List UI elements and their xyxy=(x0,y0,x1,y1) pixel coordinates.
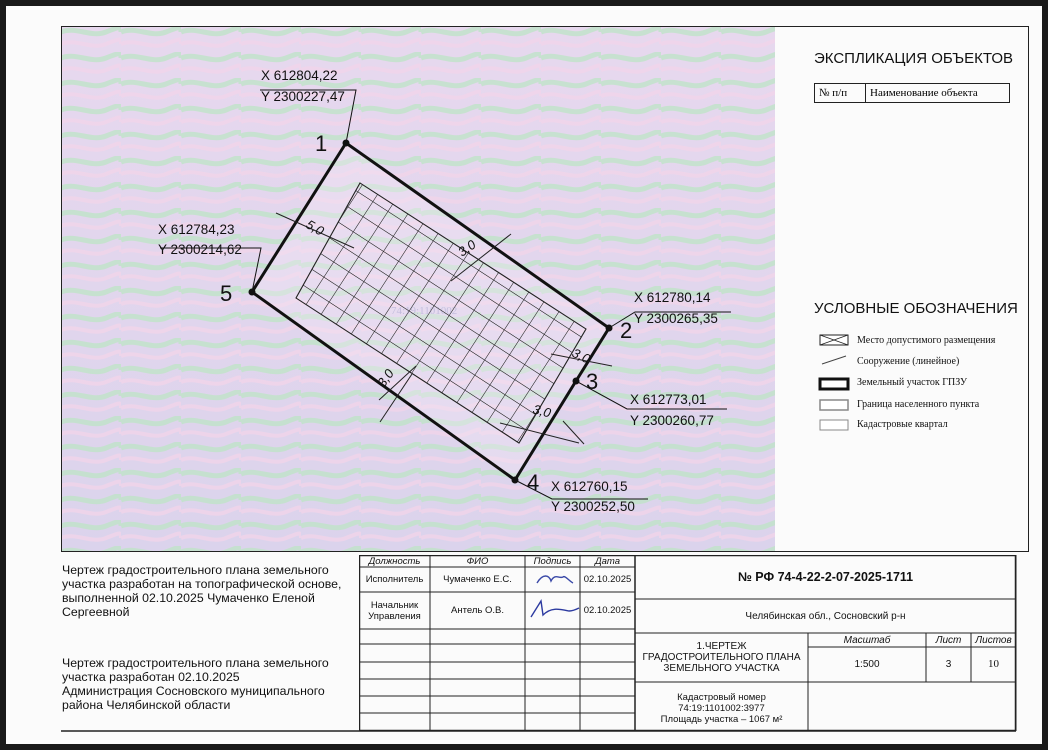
sheet-value: 3 xyxy=(945,659,952,670)
sheet-title: 1.ЧЕРТЕЖ ГРАДОСТРОИТЕЛЬНОГО ПЛАНА ЗЕМЕЛЬНОГО УЧАСТКА xyxy=(642,641,801,674)
row-head-position: Начальник Управления xyxy=(368,599,421,622)
legend-title: УСЛОВНЫЕ ОБОЗНАЧЕНИЯ xyxy=(814,300,1018,317)
header-name: ФИО xyxy=(466,555,489,567)
cadastral-info: Кадастровый номер 74:19:1101002:3977 Площадь участка – 1067 м² xyxy=(660,692,783,725)
point-3-x: X 612773,01 xyxy=(630,392,707,407)
point-number-2: 2 xyxy=(620,318,633,343)
explication-table xyxy=(814,83,1010,103)
legend-item-cadastral-quarter: Кадастровые квартал xyxy=(857,419,948,430)
document-number: № РФ 74-4-22-2-07-2025-1711 xyxy=(737,569,914,584)
point-number-3: 3 xyxy=(586,369,599,394)
scale-label: Масштаб xyxy=(843,634,891,646)
point-1-y: Y 2300227,47 xyxy=(261,89,345,104)
point-number-5: 5 xyxy=(220,281,233,306)
location: Челябинская обл., Сосновский р-н xyxy=(745,610,906,622)
offset-label-2: 3,0 xyxy=(455,236,479,260)
header-signature: Подпись xyxy=(533,555,572,567)
header-position: Должность xyxy=(368,555,421,567)
point-4-x: X 612760,15 xyxy=(551,479,628,494)
signature-head xyxy=(531,601,579,617)
row-executor-position: Исполнитель xyxy=(365,574,424,585)
header-date: Дата xyxy=(594,555,621,567)
sheets-value: 10 xyxy=(988,658,999,670)
point-1-x: X 612804,22 xyxy=(261,68,338,83)
point-3-y: Y 2300260,77 xyxy=(630,413,714,428)
legend-item-land-plot: Земельный участок ГПЗУ xyxy=(857,377,968,388)
explication-col-num: № п/п xyxy=(815,84,866,102)
offset-label-3: 3,0 xyxy=(569,345,593,367)
point-number-1: 1 xyxy=(315,131,328,156)
sheets-label: Листов xyxy=(975,634,1012,646)
legend-symbols xyxy=(820,335,848,430)
row-head-name: Антель О.В. xyxy=(451,605,504,616)
point-number-4: 4 xyxy=(527,470,540,495)
row-executor-date: 02.10.2025 xyxy=(583,574,632,585)
offset-label-5: 3,0 xyxy=(531,401,553,421)
offset-label-1: 5,0 xyxy=(303,216,327,239)
note-topographic-basis: Чертеж градостроительного плана земельного участка разработан на топографической основе, выполненной 02.10.2025 Чумаченко Еленой Сергеевной xyxy=(62,563,342,619)
scale-value: 1:500 xyxy=(854,659,880,670)
point-4-y: Y 2300252,50 xyxy=(551,499,635,514)
point-2-x: X 612780,14 xyxy=(634,290,711,305)
explication-col-name: Наименование объекта xyxy=(870,87,978,99)
legend-item-linear-structure: Сооружение (линейное) xyxy=(857,356,960,367)
row-executor-name: Чумаченко Е.С. xyxy=(443,574,512,585)
explication-title: ЭКСПЛИКАЦИЯ ОБЪЕКТОВ xyxy=(814,50,1013,67)
note-administration: Чертеж градостроительного плана земельного участка разработан 02.10.2025 Администрация Сосновского муниципального района Челябинской области xyxy=(62,656,329,712)
point-2-y: Y 2300265,35 xyxy=(634,311,718,326)
legend-item-settlement-border: Граница населенного пункта xyxy=(857,399,980,410)
point-5-x: X 612784,23 xyxy=(158,222,235,237)
signature-executor xyxy=(537,576,573,583)
document-sheet xyxy=(6,6,1042,744)
point-5-y: Y 2300214,62 xyxy=(158,242,242,257)
sheet-label: Лист xyxy=(935,634,962,646)
row-head-date: 02.10.2025 xyxy=(583,605,632,616)
offset-label-4: 3,0 xyxy=(374,366,397,390)
legend-item-allowed-area: Место допустимого размещения xyxy=(857,335,996,346)
